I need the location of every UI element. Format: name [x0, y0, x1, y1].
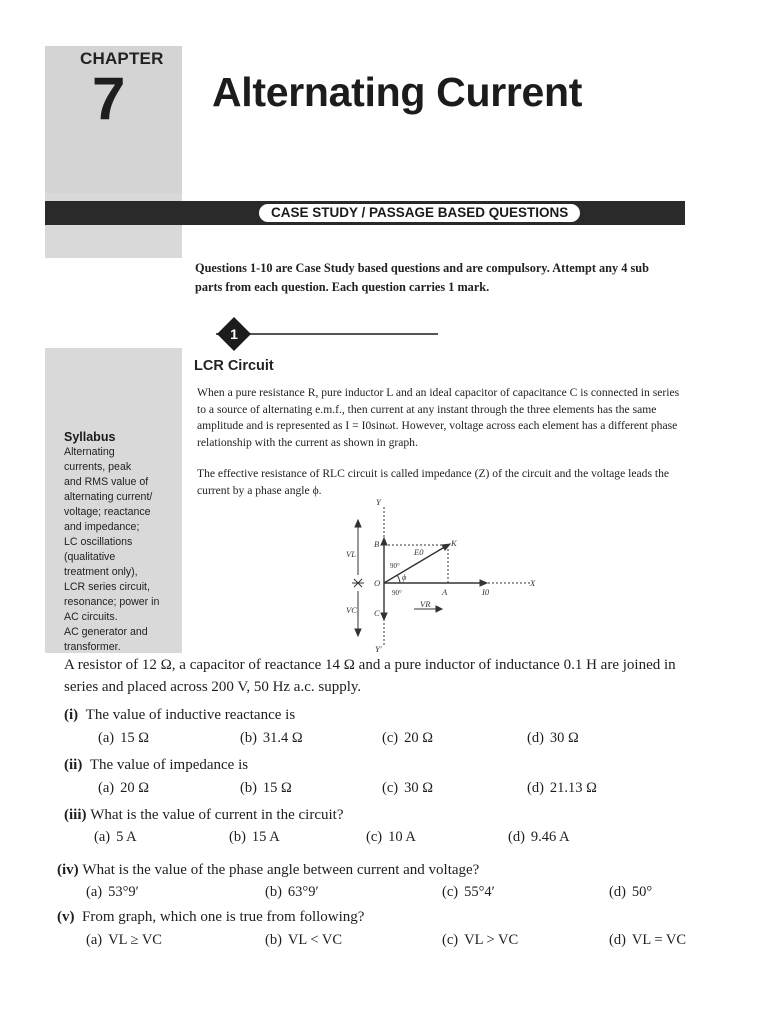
diagram-y-label: Y [376, 497, 381, 507]
phasor-diagram [330, 495, 560, 655]
diagram-vc-label: VC [346, 605, 357, 615]
question-4-option-a[interactable]: (a) 53°9′ [86, 884, 139, 900]
question-2-option-c[interactable]: (c) 30 Ω [382, 780, 433, 796]
question-1-number: (i) [64, 707, 79, 723]
diagram-c-label: C [374, 608, 380, 618]
sidebar-blank-area [45, 258, 182, 348]
diagram-phi-label: ϕ [402, 572, 407, 582]
question-4-option-b[interactable]: (b) 63°9′ [265, 884, 319, 900]
question-4-option-c[interactable]: (c) 55°4′ [442, 884, 495, 900]
syllabus-heading: Syllabus [64, 430, 116, 444]
diagram-vr-label: VR [420, 599, 431, 609]
question-1-option-b[interactable]: (b) 31.4 Ω [240, 730, 303, 746]
diagram-angle-1: 90° [390, 562, 400, 570]
question-1 [64, 705, 295, 725]
question-4-text: What is the value of the phase angle between current and voltage? [82, 862, 480, 878]
question-1-text: The value of inductive reactance is [85, 707, 296, 723]
question-5 [57, 907, 364, 927]
question-1-option-a[interactable]: (a) 15 Ω [98, 730, 149, 746]
question-3 [64, 805, 343, 825]
diagram-a-label: A [442, 587, 448, 597]
question-3-option-b[interactable]: (b) 15 A [229, 829, 280, 845]
syllabus-text: Alternating currents, peak and RMS value of alternating current/ voltage; reactance and impedance; LC oscillations (qualitative treatment only), LCR series circuit, resonance; power in AC circuits. AC generator and transformer. [64, 446, 160, 653]
question-5-option-a[interactable]: (a) VL ≥ VC [86, 932, 162, 948]
question-2-option-b[interactable]: (b) 15 Ω [240, 780, 292, 796]
diagram-b-label: B [374, 539, 380, 549]
passage-paragraph-2: The effective resistance of RLC circuit is called impedance (Z) of the circuit and the voltage leads the current by a phase angle ϕ. [197, 467, 670, 497]
question-5-number: (v) [57, 909, 75, 925]
passage-paragraph-1: When a pure resistance R, pure inductor L and an ideal capacitor of capacitance C is connected in series to a source of alternating e.m.f., then current at any instant through the three elements has the same amplitude and is represented as I = I0sinωt. However, voltage across each element has a different phase relationship with the current as shown in graph. [197, 386, 680, 449]
diagram-vl-label: VL [346, 549, 356, 559]
question-3-number: (iii) [64, 807, 87, 823]
question-2-number: (ii) [64, 757, 83, 773]
question-3-option-a[interactable]: (a) 5 A [94, 829, 137, 845]
instructions-text: Questions 1-10 are Case Study based questions and are compulsory. Attempt any 4 sub parts from each question. Each question carries 1 mark. [195, 261, 649, 294]
question-2-text: The value of impedance is [89, 757, 249, 773]
question-5-text: From graph, which one is true from following? [82, 909, 365, 925]
chapter-number: 7 [92, 65, 126, 132]
diagram-origin-label: O [374, 578, 381, 588]
question-2-option-d[interactable]: (d) 21.13 Ω [527, 780, 597, 796]
question-1-option-c[interactable]: (c) 20 Ω [382, 730, 433, 746]
question-5-option-b[interactable]: (b) VL < VC [265, 932, 343, 948]
diagram-y-neg-label: Y' [375, 644, 382, 654]
question-3-option-c[interactable]: (c) 10 A [366, 829, 416, 845]
diagram-i0-label: I0 [482, 587, 490, 597]
question-1-option-d[interactable]: (d) 30 Ω [527, 730, 579, 746]
diagram-e0-label: E0 [414, 547, 424, 557]
diagram-angle-2: 90° [392, 589, 402, 597]
question-2-option-a[interactable]: (a) 20 Ω [98, 780, 149, 796]
chapter-title: Alternating Current [212, 69, 583, 115]
case-number: 1 [230, 326, 238, 342]
question-5-option-d[interactable]: (d) VL = VC [609, 932, 687, 948]
diagram-x-label: X [530, 578, 536, 588]
question-4 [57, 860, 479, 880]
case-heading: LCR Circuit [194, 358, 274, 374]
question-5-option-c[interactable]: (c) VL > VC [442, 932, 519, 948]
diagram-k-label: K [451, 538, 457, 548]
section-banner-label: CASE STUDY / PASSAGE BASED QUESTIONS [258, 203, 581, 223]
question-3-text: What is the value of current in the circuit? [90, 807, 344, 823]
question-4-number: (iv) [57, 862, 79, 878]
problem-statement: A resistor of 12 Ω, a capacitor of reactance 14 Ω and a pure inductor of inductance 0.1 H are joined in series and placed across 200 V, 50 Hz a.c. supply. [64, 657, 676, 695]
question-2 [64, 755, 248, 775]
chapter-label: CHAPTER [80, 49, 164, 68]
question-4-option-d[interactable]: (d) 50° [609, 884, 653, 900]
question-3-option-d[interactable]: (d) 9.46 A [508, 829, 570, 845]
